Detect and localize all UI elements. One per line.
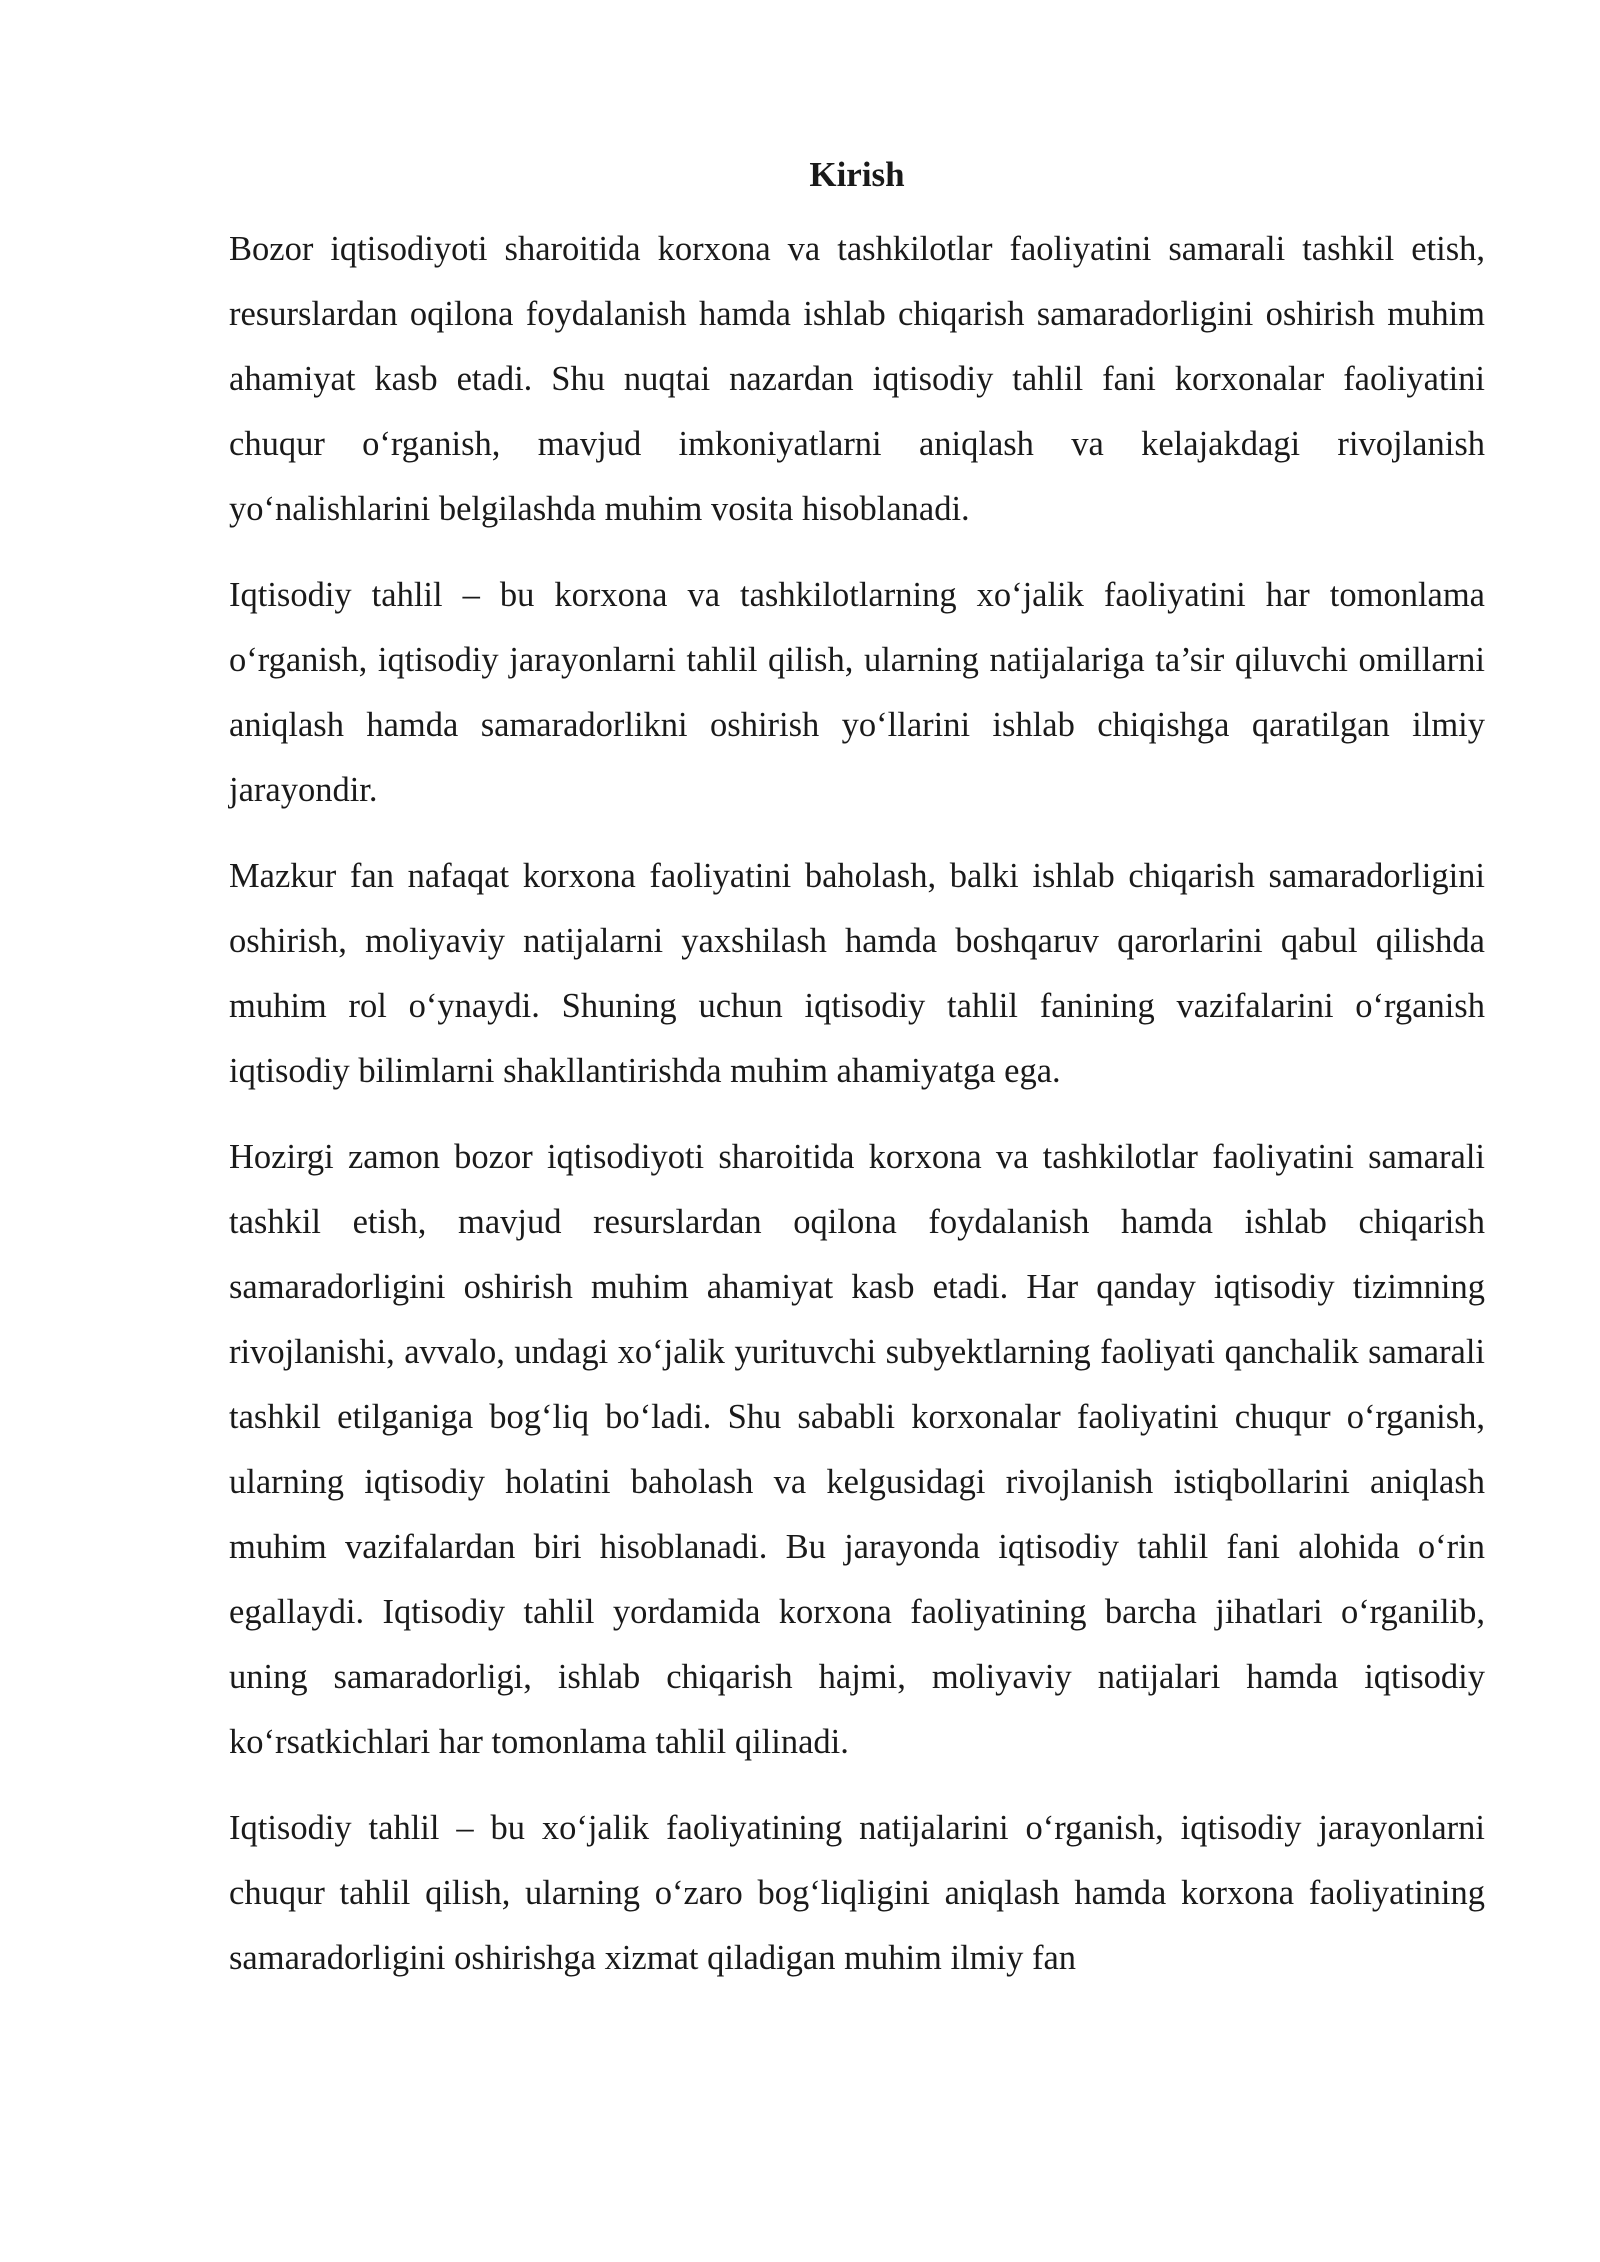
paragraph-3: Mazkur fan nafaqat korxona faoliyatini baholash, balki ishlab chiqarish samaradorligini oshirish, moliyaviy natijalarni yaxshilash hamda boshqaruv qarorlarini qabul qilishda muhim rol o‘ynaydi. Shuning uchun iqtisodiy tahlil fanining vazifalarini o‘rganish iqtisodiy bilimlarni shakllantirishda muhim ahamiyatga ega. [229,857,1485,1090]
paragraph-5: Iqtisodiy tahlil – bu xo‘jalik faoliyatining natijalarini o‘rganish, iqtisodiy jarayonlarni chuqur tahlil qilish, ularning o‘zaro bog‘liqligini aniqlash hamda korxona faoliyatining samaradorligini oshirishga xizmat qiladigan muhim ilmiy fan [229,1809,1485,1977]
page-content [229,145,1485,2012]
paragraph-2: Iqtisodiy tahlil – bu korxona va tashkilotlarning xo‘jalik faoliyatini har tomonlama o‘rganish, iqtisodiy jarayonlarni tahlil qilish, ularning natijalariga ta’sir qiluvchi omillarni aniqlash hamda samaradorlikni oshirish yo‘llarini ishlab chiqishga qaratilgan ilmiy jarayondir. [229,576,1485,809]
paragraph-1: Bozor iqtisodiyoti sharoitida korxona va tashkilotlar faoliyatini samarali tashkil etish, resurslardan oqilona foydalanish hamda ishlab chiqarish samaradorligini oshirish muhim ahamiyat kasb etadi. Shu nuqtai nazardan iqtisodiy tahlil fani korxonalar faoliyatini chuqur o‘rganish, mavjud imkoniyatlarni aniqlash va kelajakdagi rivojlanish yo‘nalishlarini belgilashda muhim vosita hisoblanadi. [229,230,1485,528]
page-title: Kirish [809,155,905,194]
paragraph-4: Hozirgi zamon bozor iqtisodiyoti sharoitida korxona va tashkilotlar faoliyatini samarali tashkil etish, mavjud resurslardan oqilona foydalanish hamda ishlab chiqarish samaradorligini oshirish muhim ahamiyat kasb etadi. Har qanday iqtisodiy tizimning rivojlanishi, avvalo, undagi xo‘jalik yurituvchi subyektlarning faoliyati qanchalik samarali tashkil etilganiga bog‘liq bo‘ladi. Shu sababli korxonalar faoliyatini chuqur o‘rganish, ularning iqtisodiy holatini baholash va kelgusidagi rivojlanish istiqbollarini aniqlash muhim vazifalardan biri hisoblanadi. Bu jarayonda iqtisodiy tahlil fani alohida o‘rin egallaydi. Iqtisodiy tahlil yordamida korxona faoliyatining barcha jihatlari o‘rganilib, uning samaradorligi, ishlab chiqarish hajmi, moliyaviy natijalari hamda iqtisodiy ko‘rsatkichlari har tomonlama tahlil qilinadi. [229,1138,1485,1761]
